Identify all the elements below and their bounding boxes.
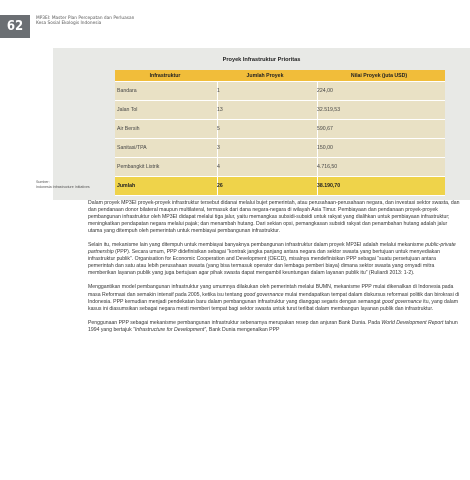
paragraph-3-italic-1: good governance xyxy=(243,291,284,298)
cell-infrastruktur: Air Bersih xyxy=(115,120,218,138)
cell-nilai-proyek: 32.519,53 xyxy=(317,107,341,113)
paragraph-3-part-b: mulai mendapatkan tempat dalam diskursus reformasi politik dan birokrasi di Indonesia. PPP kemudian menjadi pendekatan baru dalam pembangunan infrastruktur yang dianggap segaris dengan semangat xyxy=(88,291,460,305)
table-title: Proyek Infrastruktur Prioritas xyxy=(222,57,301,63)
paragraph-3-part-c: itu, yang dalam kasus ini diasumsikan sebagai negara mesti memberi tempat bagi sektor swasta untuk turut terlibat dalam membangun layanan publik dan infrastruktur. xyxy=(88,298,459,312)
paragraph-4-italic-1: World Development Report xyxy=(381,319,444,326)
cell-infrastruktur: Sanitasi/TPA xyxy=(115,139,218,157)
paragraph-4-part-b: tahun 1994 yang bertajuk xyxy=(88,319,458,333)
header-line-2: Kesa Sosial Ekologis Indonesia xyxy=(36,21,102,27)
cell-infrastruktur: Bandara xyxy=(115,82,218,100)
column-header-infrastruktur: Infrastruktur xyxy=(149,72,181,79)
cell-nilai-proyek: 590,67 xyxy=(317,126,333,132)
infrastructure-table xyxy=(115,70,445,196)
paragraph-4-part-c: , Bank Dunia mengenalkan PPP xyxy=(206,326,280,333)
page-number: 62 xyxy=(0,15,30,38)
total-label: Jumlah xyxy=(115,177,218,195)
cell-jumlah-proyek: 3 xyxy=(215,139,318,157)
cell-nilai-proyek: 150,00 xyxy=(317,145,333,151)
cell-jumlah-proyek: 4 xyxy=(215,158,318,176)
source-label: Sumber: xyxy=(36,180,50,184)
cell-nilai-proyek: 224,00 xyxy=(317,88,333,94)
column-header-jumlah-proyek: Jumlah Proyek xyxy=(246,72,284,79)
cell-nilai-proyek: 4.716,50 xyxy=(317,164,338,170)
table-row xyxy=(115,158,445,177)
table-row xyxy=(115,82,445,101)
cell-infrastruktur: Jalan Tol xyxy=(115,101,218,119)
cell-infrastruktur: Pembangkit Listrik xyxy=(115,158,218,176)
body-text xyxy=(88,200,460,341)
paragraph-4-italic-2: “Infrastructure for Development” xyxy=(133,326,207,333)
paragraph-1: Dalam proyek MP3EI proyek-proyek infrastruktur tersebut didanai melalui bujet pemerintah, atau perusahaan-perusahaan negara, dan investasi sektor swasta, dan dan pendanaan donor bilateral maupun multilateral, termasuk dari dana negara-negara di wilayah Asia Timur. Pembiayaan dan pendanaan proyek-proyek pembangunan infrastruktur oleh MP3EI didapat melalui tiga jalur, yaitu memangkas subsidi-subsidi untuk rakyat yang dialihkan untuk pembiayaan infrastruktur; meningkatkan pendapatan negara melalui pajak; dan menambah hutang. Dari sekian opsi, pemangkasan subsidi rakyat dan penambahan hutang adalah jalur utama yang ditempuh oleh pemerintah untuk membiayai pembangunan infrastruktur. xyxy=(88,200,460,235)
total-value: 38.190,70 xyxy=(317,183,341,189)
paragraph-2-part-b: (PPP). Secara umum, PPP didefinisikan sebagai “kontrak jangka panjang antara negara dan sektor swasta yang bertujuan untuk menyediakan infrastruktur publik”. Organisation for Economic Cooperation and Development (OECD), misalnya mendefinisikan PPP sebagai “suatu persetujuan antara pemerintah dan satu atau lebih perusahaan swasta (yang bisa termasuk operator dan lembaga pemberi biaya) dimana sektor swasta yang ornyadi mitra memberikan layanan publik yang juga bertujuan agar pihak swasta dapat mengambil keuntungan dalam layanan publik itu” (Ruliardi 2013: 1-2). xyxy=(88,249,440,277)
cell-jumlah-proyek: 1 xyxy=(215,82,318,100)
table-total-row xyxy=(115,177,445,196)
table-row xyxy=(115,101,445,120)
paragraph-3-italic-2: good governance xyxy=(381,298,422,305)
paragraph-2-part-a: Selain itu, mekanisme lain yang ditempuh untuk membiayai banyaknya pembangunan infrastruktur dalam proyek MP3EI adalah melalui mekanisme xyxy=(88,242,426,249)
cell-jumlah-proyek: 5 xyxy=(215,120,318,138)
table-panel xyxy=(53,48,470,200)
paragraph-3 xyxy=(88,284,460,312)
paragraph-3-part-a: Menggantikan model pembangunan infrastruktur yang umumnya dilakukan oleh pemerintah melalui BUMN, mekanisme PPP mulai dikenalkan di Indonesia pada masa Reformasi dan semakin intensif pada 2005, ketika isu tentang xyxy=(88,284,454,298)
source-text: Indonesia Infrastructure Initiatives xyxy=(36,184,90,189)
source-note xyxy=(36,180,90,189)
cell-jumlah-proyek: 13 xyxy=(215,101,318,119)
column-header-nilai-proyek: Nilai Proyek (juta USD) xyxy=(350,72,408,79)
table-row xyxy=(115,139,445,158)
table-header-row xyxy=(115,70,445,82)
table-row xyxy=(115,120,445,139)
total-count: 26 xyxy=(215,177,318,195)
paragraph-4 xyxy=(88,320,460,334)
paragraph-4-part-a: Penggunaan PPP sebagai mekanisme pembangunan infrastruktur sebenarnya merupakan resep dan anjuran Bank Dunia. Pada xyxy=(88,319,382,326)
header-line-1: MP3EI: Master Plan Percepatan dan Perluasan xyxy=(36,16,135,21)
running-header xyxy=(36,16,134,27)
paragraph-2 xyxy=(88,242,460,277)
paragraph-2-italic: public-private partnership xyxy=(88,242,456,256)
